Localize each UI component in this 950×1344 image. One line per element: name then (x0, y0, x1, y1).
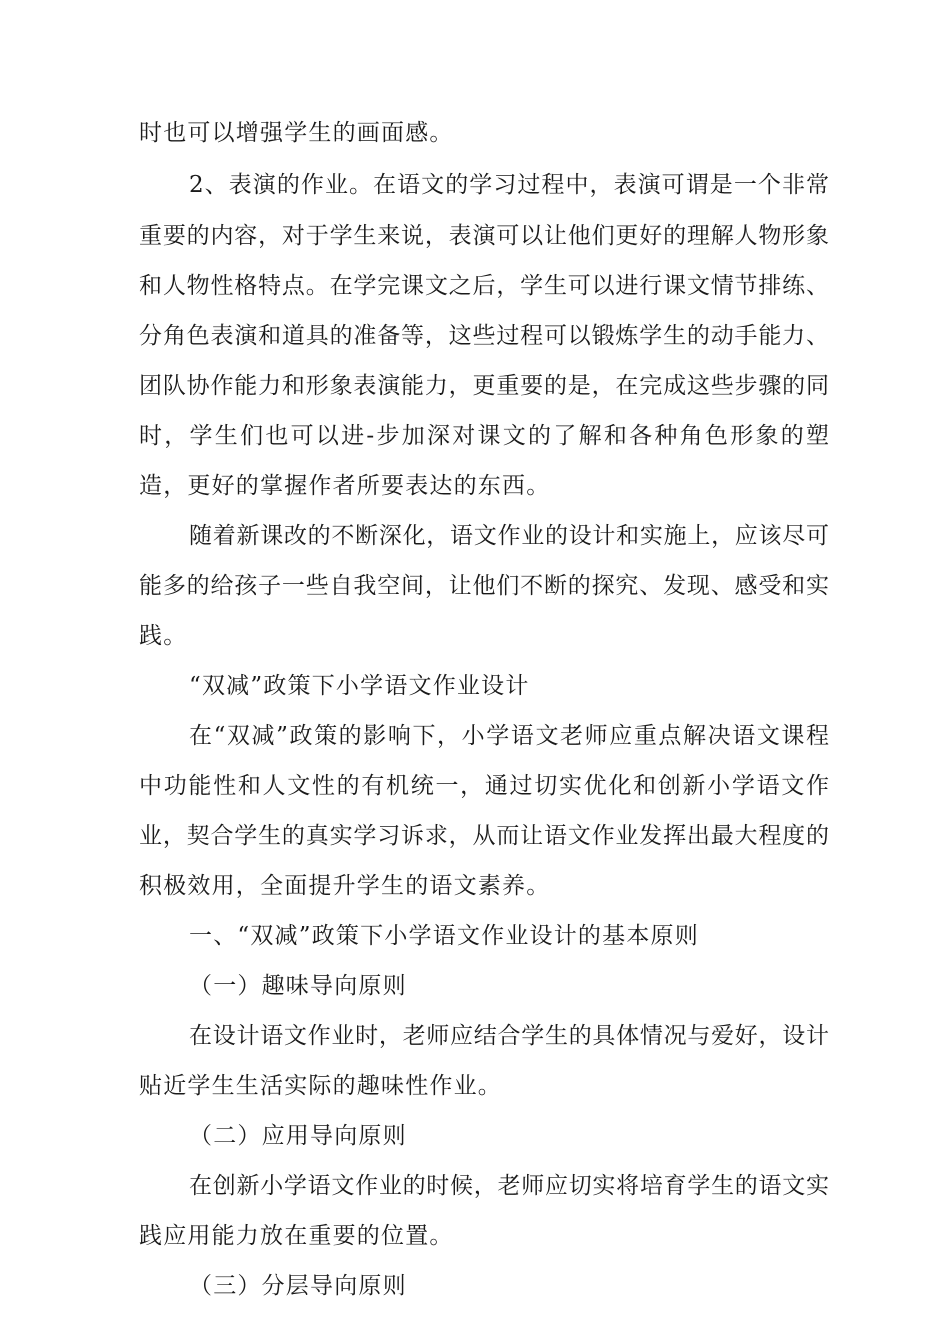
section-heading-performance-homework: 2、表演的作业。在语文的学习过程中，表演可谓是一个非常 (189, 172, 829, 198)
paragraph-line: 积极效用，全面提升学生的语文素养。 (139, 873, 551, 899)
paragraph-line: 在创新小学语文作业的时候，老师应切实将培育学生的语文实 (189, 1173, 829, 1199)
paragraph-line: 和人物性格特点。在学完课文之后，学生可以进行课文情节排练、 (139, 273, 829, 299)
paragraph-line: 中功能性和人文性的有机统一，通过切实优化和创新小学语文作 (139, 773, 829, 799)
paragraph-line: 随着新课改的不断深化，语文作业的设计和实施上，应该尽可 (189, 523, 829, 549)
paragraph-line: 时也可以增强学生的画面感。 (139, 120, 454, 146)
paragraph-line: 贴近学生生活实际的趣味性作业。 (139, 1073, 502, 1099)
paragraph-line: 造，更好的掌握作者所要表达的东西。 (139, 473, 551, 499)
paragraph-line: 在设计语文作业时，老师应结合学生的具体情况与爱好，设计 (189, 1023, 829, 1049)
section-title: “双减”政策下小学语文作业设计 (189, 673, 530, 699)
paragraph-line: 践。 (139, 623, 188, 649)
subheading-layered-principle: （三）分层导向原则 (189, 1273, 407, 1299)
paragraph-line: 在“双减”政策的影响下，小学语文老师应重点解决语文课程 (189, 723, 829, 749)
paragraph-line: 分角色表演和道具的准备等，这些过程可以锻炼学生的动手能力、 (139, 323, 829, 349)
paragraph-line: 践应用能力放在重要的位置。 (139, 1223, 454, 1249)
paragraph-line: 业，契合学生的真实学习诉求，从而让语文作业发挥出最大程度的 (139, 823, 829, 849)
paragraph-line: 重要的内容，对于学生来说，表演可以让他们更好的理解人物形象 (139, 223, 829, 249)
subheading-interest-principle: （一）趣味导向原则 (189, 973, 407, 999)
paragraph-line: 能多的给孩子一些自我空间，让他们不断的探究、发现、感受和实 (139, 573, 829, 599)
subheading-application-principle: （二）应用导向原则 (189, 1123, 407, 1149)
paragraph-line: 团队协作能力和形象表演能力，更重要的是，在完成这些步骤的同 (139, 373, 829, 399)
heading-principles: 一、“双减”政策下小学语文作业设计的基本原则 (189, 923, 699, 949)
paragraph-line: 时，学生们也可以进-步加深对课文的了解和各种角色形象的塑 (139, 423, 829, 449)
